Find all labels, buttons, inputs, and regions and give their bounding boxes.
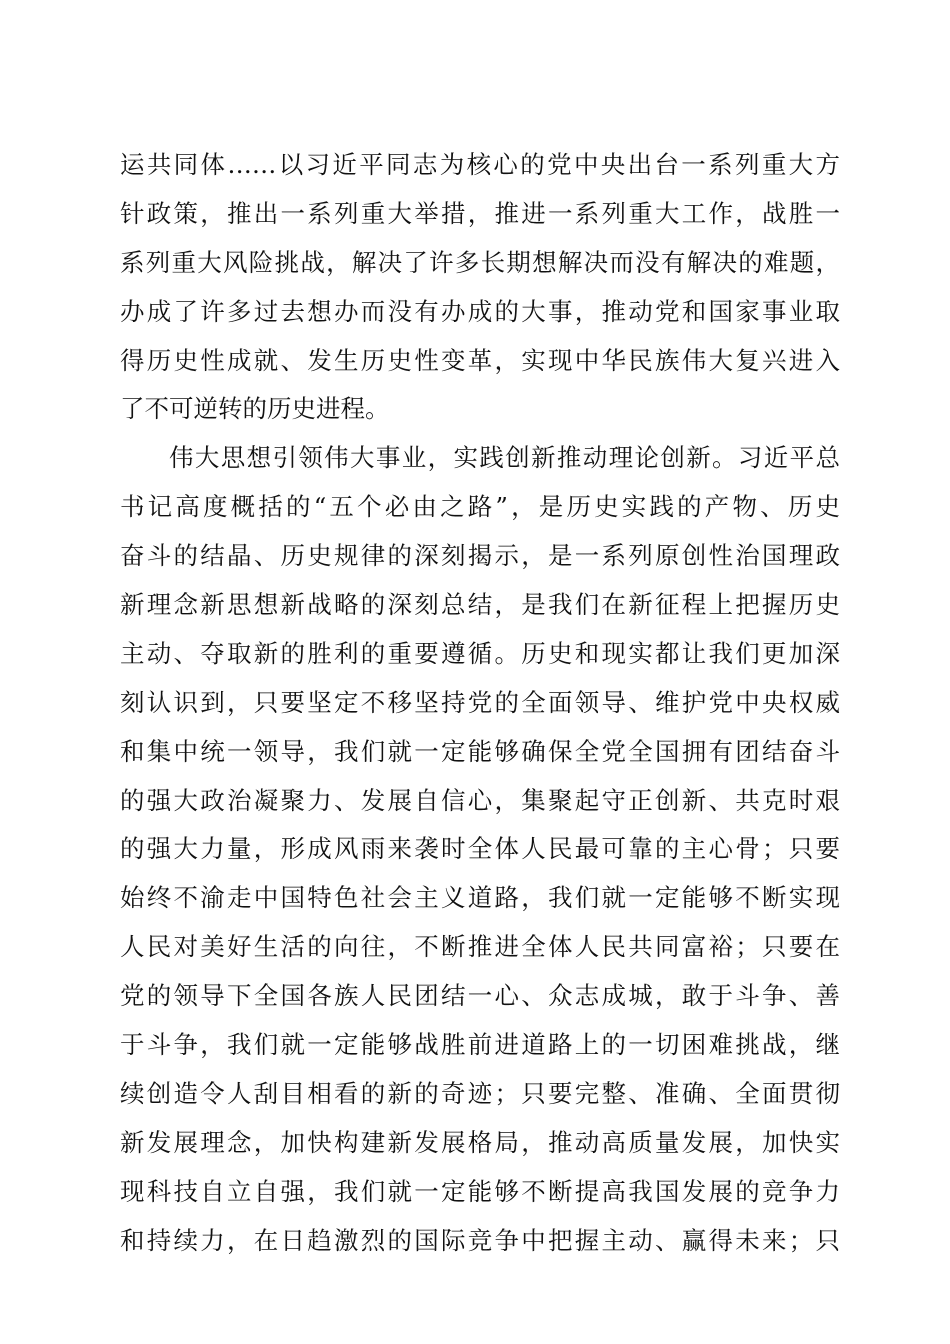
paragraph-line: 于斗争，我们就一定能够战胜前进道路上的一切困难挑战，继 bbox=[120, 1030, 840, 1060]
paragraph-line: 运共同体……以习近平同志为核心的党中央出台一系列重大方 bbox=[120, 150, 840, 179]
paragraph-line: 和集中统一领导，我们就一定能够确保全党全国拥有团结奋斗 bbox=[120, 736, 840, 766]
paragraph-line: 始终不渝走中国特色社会主义道路，我们就一定能够不断实现 bbox=[120, 883, 840, 913]
paragraph-line: 的强大力量，形成风雨来袭时全体人民最可靠的主心骨；只要 bbox=[120, 834, 840, 864]
paragraph-line: 伟大思想引领伟大事业，实践创新推动理论创新。习近平总 bbox=[169, 443, 840, 473]
paragraph-line: 和持续力，在日趋激烈的国际竞争中把握主动、赢得未来；只 bbox=[120, 1225, 840, 1255]
paragraph-line: 办成了许多过去想办而没有办成的大事，推动党和国家事业取 bbox=[120, 296, 840, 326]
paragraph-line: 新发展理念，加快构建新发展格局，推动高质量发展，加快实 bbox=[120, 1127, 840, 1157]
paragraph-line: 续创造令人刮目相看的新的奇迹；只要完整、准确、全面贯彻 bbox=[120, 1078, 840, 1108]
document-body bbox=[120, 141, 840, 1265]
paragraph-line: 党的领导下全国各族人民团结一心、众志成城，敢于斗争、善 bbox=[120, 981, 840, 1011]
paragraph-line: 针政策，推出一系列重大举措，推进一系列重大工作，战胜一 bbox=[120, 198, 840, 228]
paragraph-1 bbox=[120, 141, 840, 434]
paragraph-line: 了不可逆转的历史进程。 bbox=[120, 394, 390, 424]
paragraph-line: 系列重大风险挑战，解决了许多长期想解决而没有解决的难题， bbox=[120, 247, 840, 277]
paragraph-line: 书记高度概括的“五个必由之路”，是历史实践的产物、历史 bbox=[120, 492, 840, 522]
paragraph-2 bbox=[120, 434, 840, 1265]
paragraph-line: 现科技自立自强，我们就一定能够不断提高我国发展的竞争力 bbox=[120, 1176, 840, 1206]
paragraph-line: 得历史性成就、发生历史性变革，实现中华民族伟大复兴进入 bbox=[120, 345, 840, 375]
paragraph-line: 刻认识到，只要坚定不移坚持党的全面领导、维护党中央权威 bbox=[120, 687, 840, 717]
paragraph-line: 新理念新思想新战略的深刻总结，是我们在新征程上把握历史 bbox=[120, 590, 840, 620]
paragraph-line: 主动、夺取新的胜利的重要遵循。历史和现实都让我们更加深 bbox=[120, 638, 840, 668]
paragraph-line: 人民对美好生活的向往，不断推进全体人民共同富裕；只要在 bbox=[120, 932, 840, 962]
paragraph-line: 奋斗的结晶、历史规律的深刻揭示，是一系列原创性治国理政 bbox=[120, 541, 840, 571]
paragraph-line: 的强大政治凝聚力、发展自信心，集聚起守正创新、共克时艰 bbox=[120, 785, 840, 815]
